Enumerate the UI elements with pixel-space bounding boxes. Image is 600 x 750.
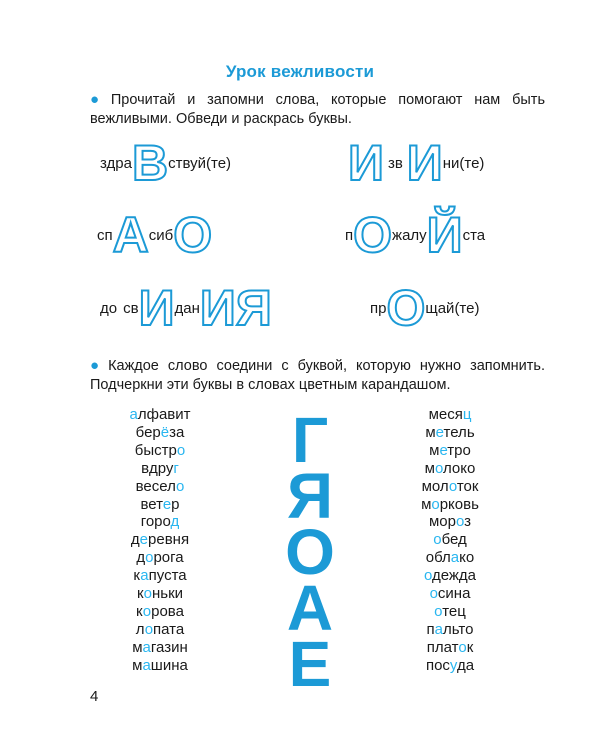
word-text: рова [151,602,184,620]
word-part: св [123,299,139,317]
word-item[interactable] [100,585,220,603]
word-text: ньки [152,585,184,603]
center-letter[interactable]: А [286,572,334,644]
word-item[interactable] [390,442,510,460]
word-text: сина [437,585,471,603]
left-word-list [100,406,220,675]
word-item[interactable] [100,406,220,424]
highlight-letter: е [439,441,448,459]
task-1-instruction [90,90,545,129]
word-text: м [425,423,436,441]
word-text: дежда [431,567,477,585]
word-text: рковь [439,495,479,513]
highlight-letter: о [448,477,457,495]
word-item[interactable] [100,531,220,549]
outline-letter[interactable]: В [132,135,169,191]
word-text: тель [443,423,475,441]
highlight-letter: о [143,585,153,603]
word-text: лфавит [137,406,191,423]
word-item[interactable] [390,549,510,567]
word-item[interactable] [390,621,510,639]
word-text: пата [153,620,185,638]
word-item[interactable] [100,496,220,514]
center-letter[interactable]: О [285,516,335,588]
word-spasibo [97,207,213,263]
highlight-letter: а [434,620,443,638]
word-text: тец [442,602,466,620]
highlight-letter: о [455,513,465,531]
highlight-letter: о [458,638,467,656]
page-title: Урок вежливости [225,62,375,81]
word-item[interactable] [390,496,510,514]
highlight-letter: о [434,602,443,620]
word-part: ста [462,226,486,244]
word-item[interactable] [390,639,510,657]
word-text: мор [428,513,456,531]
center-letter[interactable]: Я [287,460,333,532]
word-item[interactable] [390,478,510,496]
word-text: меся [428,406,463,423]
outline-letter[interactable]: О [353,207,393,263]
word-part: до [100,299,118,317]
word-text: плат [426,638,459,656]
outline-letter[interactable]: А [112,207,149,263]
word-item[interactable] [100,657,220,675]
word-text: ко [459,549,475,567]
center-letter[interactable]: Г [291,404,329,476]
highlight-letter: о [433,531,442,549]
word-part: сиб [148,226,174,244]
highlight-letter: о [144,620,154,638]
word-text: к [136,585,144,603]
highlight-letter: а [450,549,460,567]
task-2-instruction [90,356,545,395]
word-item[interactable] [390,585,510,603]
highlight-letter: о [142,602,152,620]
word-text: м [421,495,432,513]
word-item[interactable] [100,478,220,496]
word-zdravstvuy [100,135,232,191]
word-text: газин [150,638,188,656]
highlight-letter: а [142,656,151,674]
highlight-letter: ц [462,406,472,423]
highlight-letter: д [170,513,180,531]
highlight-letter: ё [160,423,170,441]
word-item[interactable] [390,424,510,442]
word-part: пр [370,299,387,317]
word-item[interactable] [390,513,510,531]
bullet-icon: ● [90,91,107,108]
word-text: бед [441,531,467,549]
word-text: л [135,620,145,638]
word-item[interactable] [100,460,220,478]
word-text: шина [150,656,188,674]
highlight-letter: о [431,495,440,513]
word-text: да [456,656,475,674]
highlight-letter: о [434,459,443,477]
word-text: д [130,531,140,549]
word-text: м [132,638,143,656]
word-text: пуста [148,567,187,585]
word-item[interactable] [390,603,510,621]
word-item[interactable] [100,567,220,585]
word-text: локо [442,459,476,477]
word-part: жалу [392,226,427,244]
highlight-letter: е [435,423,444,441]
word-item[interactable] [100,603,220,621]
bullet-icon: ● [90,357,105,374]
word-text: за [169,423,185,441]
word-text: льто [443,620,474,638]
word-item[interactable] [100,442,220,460]
word-part: ствуй(те) [168,154,232,172]
outline-letter[interactable]: О [173,207,213,263]
highlight-letter: о [145,549,154,567]
word-text: ток [456,477,479,495]
word-text: м [132,656,143,674]
highlight-letter: а [140,567,149,585]
word-text: мол [421,477,449,495]
outline-letter[interactable]: И [406,135,443,191]
word-text: бер [135,423,161,441]
word-item[interactable] [100,639,220,657]
center-letter-column [270,404,350,700]
word-text: м [424,459,435,477]
right-word-list [390,406,510,675]
word-text: п [426,620,435,638]
highlight-letter: г [173,459,179,477]
word-text: з [464,513,472,531]
word-item[interactable] [100,513,220,531]
word-part: сп [97,226,113,244]
word-item[interactable] [390,657,510,675]
word-text: вдру [141,459,174,477]
word-item[interactable] [390,567,510,585]
word-text: к [466,638,474,656]
word-item[interactable] [390,460,510,478]
highlight-letter: о [429,585,438,603]
word-item[interactable] [100,549,220,567]
task-2-text: Каждое слово соедини с буквой, которую нужно запомнить. Подчеркни эти буквы в словах цветным карандашом. [90,358,545,393]
highlight-letter: о [423,567,432,585]
word-text: пос [425,656,450,674]
word-text: р [171,495,180,513]
outline-letter[interactable]: И [138,280,175,336]
word-text: обл [425,549,451,567]
highlight-letter: е [139,531,149,549]
word-part: щай(те) [425,299,480,317]
outline-letter[interactable]: Й [426,207,463,263]
word-text: м [429,441,440,459]
word-proshchay [370,280,480,336]
highlight-letter: е [162,495,172,513]
word-text: рога [153,549,184,567]
page-number: 4 [90,688,99,705]
word-dosvidaniya [100,280,272,336]
word-item[interactable] [390,406,510,424]
outline-letter[interactable]: О [386,280,426,336]
highlight-letter: у [449,656,457,674]
highlight-letter: а [142,638,151,656]
word-item[interactable] [390,531,510,549]
word-item[interactable] [100,424,220,442]
task-1-text: Прочитай и запомни слова, которые помогают нам быть вежливыми. Обведи и раскрась буквы. [90,92,546,127]
outline-letter[interactable]: ИЯ [199,280,272,336]
word-text: горо [140,513,171,531]
highlight-letter: о [176,477,185,495]
word-item[interactable] [100,621,220,639]
word-text: быстр [134,441,177,459]
word-text: вет [140,495,163,513]
word-part: зв [387,154,403,172]
highlight-letter: а [129,406,138,423]
word-text: тро [447,441,471,459]
word-text: д [136,549,146,567]
word-part: ни(те) [442,154,485,172]
word-izvini [348,135,485,191]
word-part: здра [100,154,132,172]
word-text: весел [135,477,177,495]
outline-letter[interactable]: И [348,135,384,191]
word-text: ревня [148,531,190,549]
word-text: к [133,567,141,585]
word-pozhaluysta [345,207,486,263]
word-part: дан [174,299,200,317]
center-letter[interactable]: Е [288,628,332,700]
word-part: п [345,226,354,244]
word-text: к [136,602,143,620]
highlight-letter: о [176,441,186,459]
